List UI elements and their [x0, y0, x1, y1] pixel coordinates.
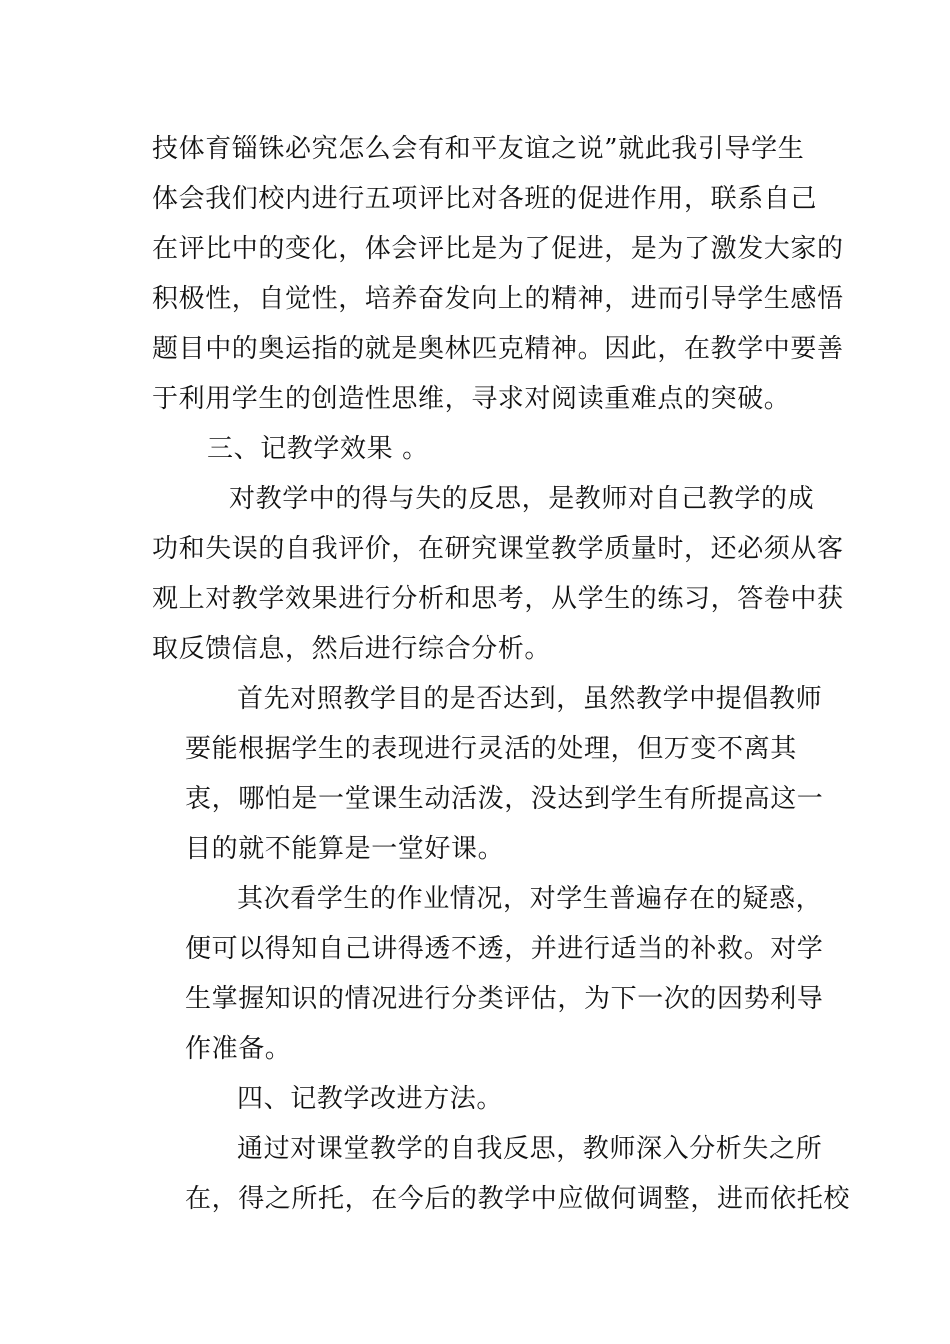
text-line: 其次看学生的作业情况，对学生普遍存在的疑惑， — [237, 884, 823, 914]
text-line: 目的就不能算是一堂好课。 — [185, 834, 505, 864]
text-line: 作准备。 — [185, 1034, 292, 1064]
section-heading: 三、记教学效果 。 — [207, 434, 429, 464]
text-line: 体会我们校内进行五项评比对各班的促进作用，联系自己 — [152, 184, 818, 214]
text-line: 通过对课堂教学的自我反思，教师深入分析失之所 — [237, 1134, 823, 1164]
text-line: 取反馈信息，然后进行综合分析。 — [152, 634, 552, 664]
text-line: 于利用学生的创造性思维，寻求对阅读重难点的突破。 — [152, 384, 791, 414]
text-line: 在，得之所托，在今后的教学中应做何调整，进而依托校 — [185, 1184, 851, 1214]
text-line: 便可以得知自己讲得透不透，并进行适当的补救。对学 — [185, 934, 824, 964]
text-line: 要能根据学生的表现进行灵活的处理，但万变不离其 — [185, 734, 797, 764]
text-line: 衷，哪怕是一堂课生动活泼，没达到学生有所提高这一 — [185, 784, 824, 814]
text-line: 生掌握知识的情况进行分类评估，为下一次的因势利导 — [185, 984, 824, 1014]
text-line: 对教学中的得与失的反思，是教师对自己教学的成 — [229, 484, 815, 514]
text-line: 积极性，自觉性，培养奋发向上的精神，进而引导学生感悟 — [152, 284, 844, 314]
text-line: 题目中的奥运指的就是奥林匹克精神。因此，在教学中要善 — [152, 334, 844, 364]
section-heading: 四、记教学改进方法。 — [237, 1084, 504, 1114]
text-line: 观上对教学效果进行分析和思考，从学生的练习，答卷中获 — [152, 584, 844, 614]
text-line: 首先对照教学目的是否达到，虽然教学中提倡教师 — [237, 684, 823, 714]
text-line: 在评比中的变化，体会评比是为了促进，是为了激发大家的 — [152, 234, 844, 264]
text-line: 功和失误的自我评价，在研究课堂教学质量时，还必须从客 — [152, 534, 844, 564]
text-line: 技体育锱铢必究怎么会有和平友谊之说”就此我引导学生 — [152, 134, 805, 164]
